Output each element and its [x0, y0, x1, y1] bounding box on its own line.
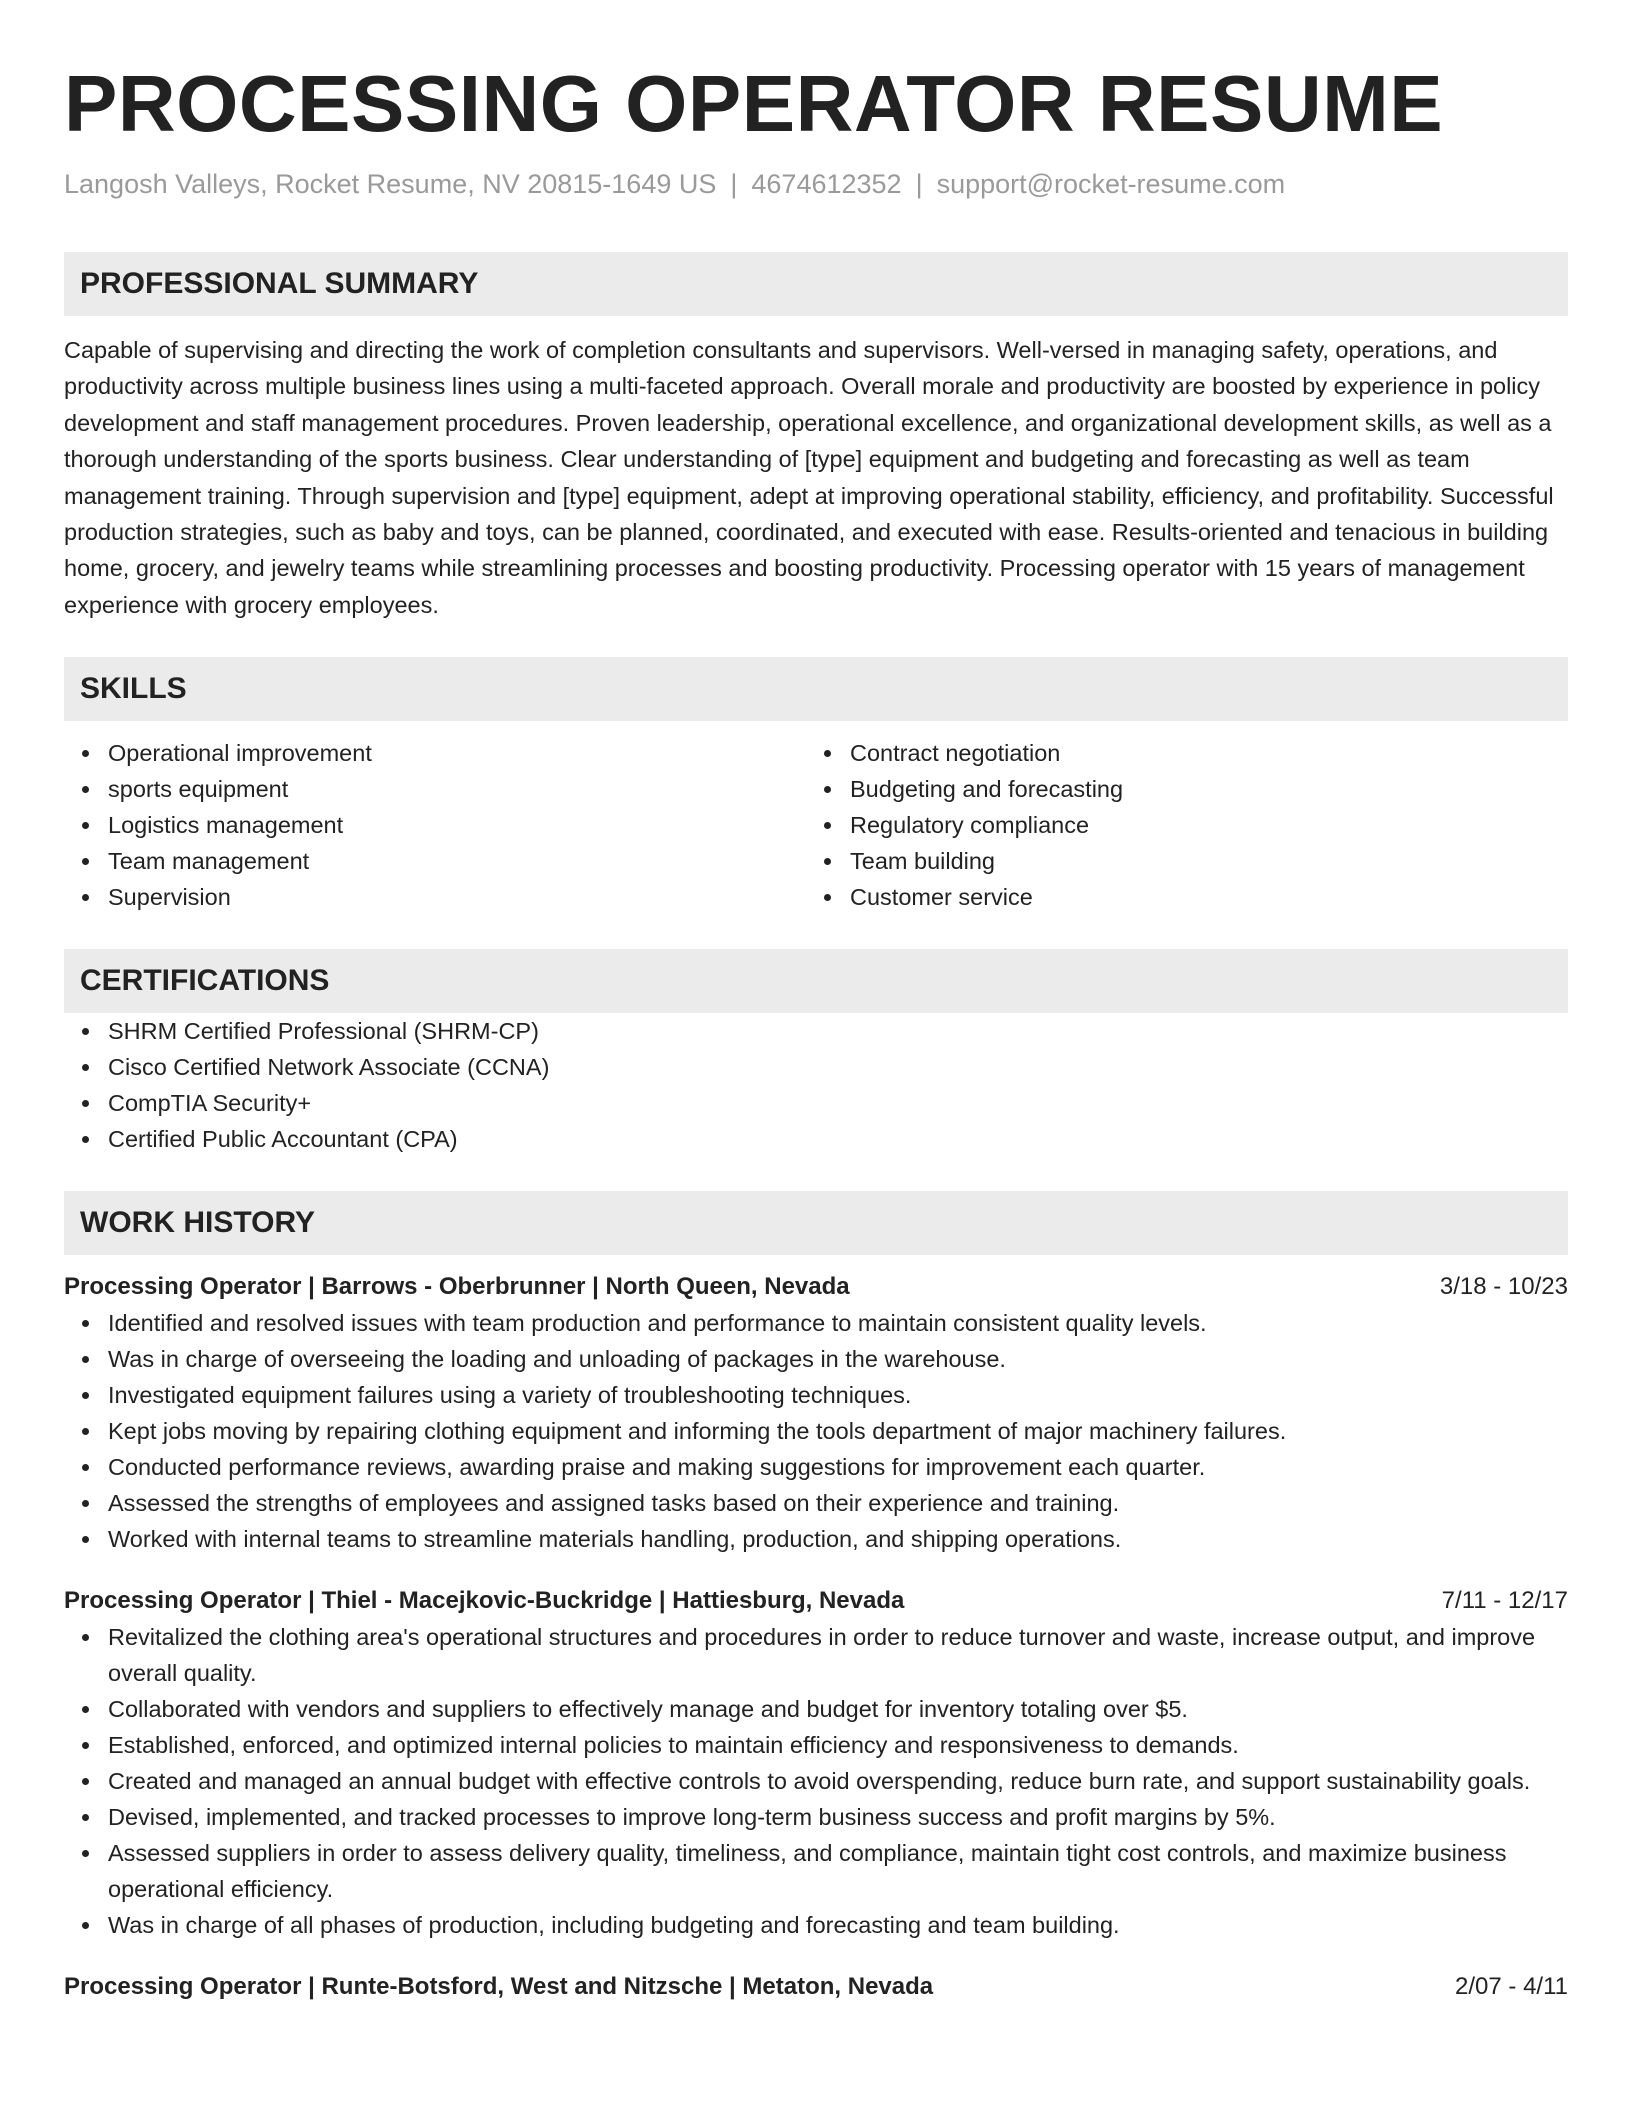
section-heading-summary: PROFESSIONAL SUMMARY — [64, 252, 1568, 316]
job-bullet: Was in charge of all phases of production, including budgeting and forecasting and team building. — [64, 1907, 1568, 1943]
job-dates: 3/18 - 10/23 — [1439, 1273, 1568, 1301]
skill-item: Supervision — [64, 879, 806, 915]
job-bullet: Conducted performance reviews, awarding praise and making suggestions for improvement each quarter. — [64, 1449, 1568, 1485]
skill-item: Logistics management — [64, 807, 806, 843]
skill-item: Team management — [64, 843, 806, 879]
contact-address: Langosh Valleys, Rocket Resume, NV 20815-1649 US — [64, 169, 717, 199]
certification-item: CompTIA Security+ — [64, 1085, 1568, 1121]
job-bullet: Collaborated with vendors and suppliers to effectively manage and budget for inventory totaling over $5. — [64, 1691, 1568, 1727]
job-dates: 2/07 - 4/11 — [1455, 1973, 1568, 2001]
contact-email: support@rocket-resume.com — [936, 169, 1286, 199]
contact-phone: 4674612352 — [751, 169, 902, 199]
certification-item: Certified Public Accountant (CPA) — [64, 1121, 1568, 1157]
skill-item: Operational improvement — [64, 735, 806, 771]
job-title: Processing Operator | Thiel - Macejkovic-Buckridge | Hattiesburg, Nevada — [64, 1587, 905, 1615]
certifications-list — [64, 1013, 1568, 1157]
skills-grid — [64, 735, 1568, 915]
job-bullet: Investigated equipment failures using a variety of troubleshooting techniques. — [64, 1377, 1568, 1413]
job-bullet: Kept jobs moving by repairing clothing equipment and informing the tools department of major machinery failures. — [64, 1413, 1568, 1449]
job-bullet: Assessed suppliers in order to assess delivery quality, timeliness, and compliance, maintain tight cost controls, and maximize business operational efficiency. — [64, 1835, 1568, 1907]
skill-item: Customer service — [806, 879, 1548, 915]
job-bullets — [64, 1619, 1568, 1943]
job-bullet: Devised, implemented, and tracked processes to improve long-term business success and profit margins by 5%. — [64, 1799, 1568, 1835]
skill-item: Team building — [806, 843, 1548, 879]
job-dates: 7/11 - 12/17 — [1441, 1587, 1568, 1615]
job-title: Processing Operator | Barrows - Oberbrunner | North Queen, Nevada — [64, 1273, 850, 1301]
job-bullet: Assessed the strengths of employees and assigned tasks based on their experience and training. — [64, 1485, 1568, 1521]
skill-item: Budgeting and forecasting — [806, 771, 1548, 807]
skill-item: sports equipment — [64, 771, 806, 807]
section-heading-skills: SKILLS — [64, 657, 1568, 721]
job-title: Processing Operator | Runte-Botsford, West and Nitzsche | Metaton, Nevada — [64, 1973, 934, 2001]
job-bullet: Revitalized the clothing area's operational structures and procedures in order to reduce turnover and waste, increase output, and improve overall quality. — [64, 1619, 1568, 1691]
job-bullet: Established, enforced, and optimized internal policies to maintain efficiency and responsiveness to demands. — [64, 1727, 1568, 1763]
job-header — [64, 1269, 1568, 1305]
certification-item: SHRM Certified Professional (SHRM-CP) — [64, 1013, 1568, 1049]
job-bullet: Worked with internal teams to streamline materials handling, production, and shipping operations. — [64, 1521, 1568, 1557]
skills-column-left — [64, 735, 806, 915]
skill-item: Contract negotiation — [806, 735, 1548, 771]
job-entry — [64, 1269, 1568, 1557]
skill-item: Regulatory compliance — [806, 807, 1548, 843]
contact-separator: | — [730, 169, 738, 199]
resume-title: PROCESSING OPERATOR RESUME — [64, 59, 1444, 148]
job-header — [64, 1583, 1568, 1619]
contact-separator: | — [915, 169, 923, 199]
section-heading-work-history: WORK HISTORY — [64, 1191, 1568, 1255]
certification-item: Cisco Certified Network Associate (CCNA) — [64, 1049, 1568, 1085]
job-bullet: Was in charge of overseeing the loading and unloading of packages in the warehouse. — [64, 1341, 1568, 1377]
summary-text: Capable of supervising and directing the work of completion consultants and supervisors. Well-versed in managing safety, operations, and productivity across multiple business lines using a multi-faceted approach. Overall morale and productivity are boosted by experience in policy development and staff management procedures. Proven leadership, operational excellence, and organizational development skills, as well as a thorough understanding of the sports business. Clear understanding of [type] equipment and budgeting and forecasting as well as team management training. Through supervision and [type] equipment, adept at improving operational stability, efficiency, and profitability. Successful production strategies, such as baby and toys, can be planned, coordinated, and executed with ease. Results-oriented and tenacious in building home, grocery, and jewelry teams while streamlining processes and boosting productivity. Processing operator with 15 years of management experience with grocery employees. — [64, 337, 1554, 618]
job-header — [64, 1969, 1568, 2005]
job-entry — [64, 1583, 1568, 1943]
resume-page — [64, 0, 1568, 2005]
job-entry — [64, 1969, 1568, 2005]
skills-list-left — [64, 735, 806, 915]
contact-line — [64, 166, 1568, 202]
skills-list-right — [806, 735, 1548, 915]
job-bullets — [64, 1305, 1568, 1557]
job-bullet: Identified and resolved issues with team production and performance to maintain consistent quality levels. — [64, 1305, 1568, 1341]
skills-column-right — [806, 735, 1548, 915]
job-bullet: Created and managed an annual budget with effective controls to avoid overspending, reduce burn rate, and support sustainability goals. — [64, 1763, 1568, 1799]
section-heading-certifications: CERTIFICATIONS — [64, 949, 1568, 1013]
